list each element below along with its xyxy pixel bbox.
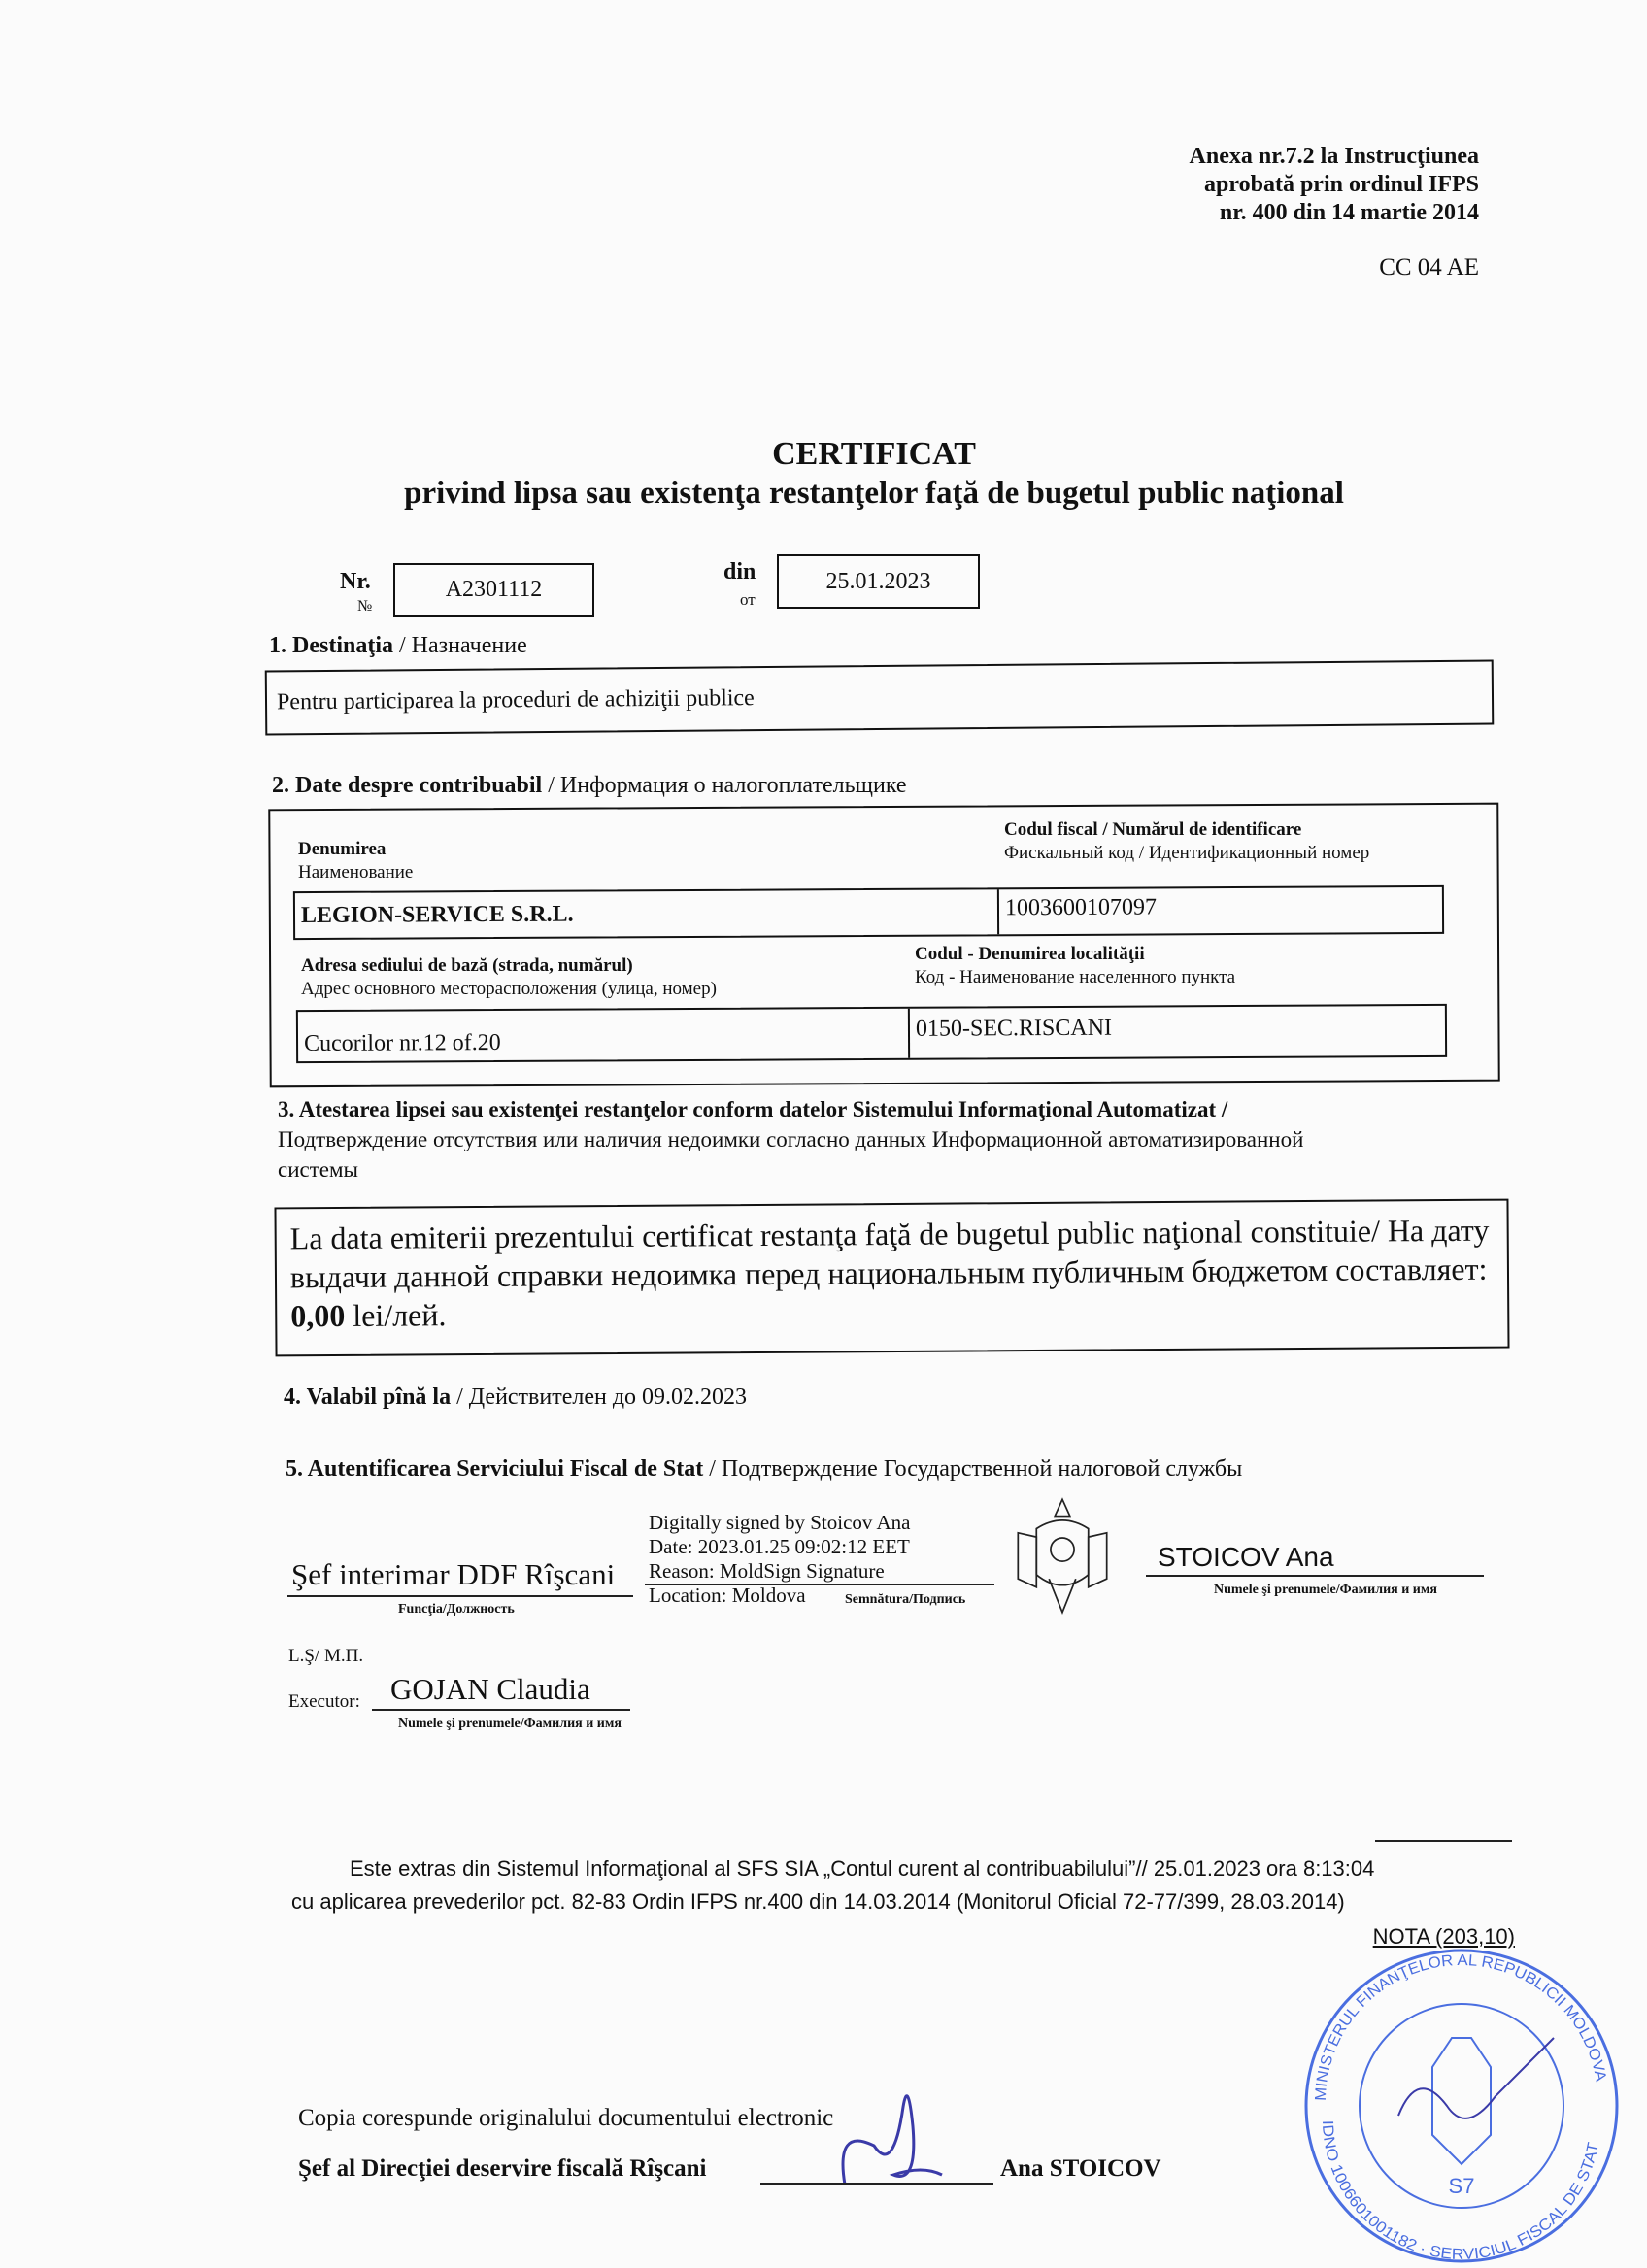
extract-line-2: cu aplicarea prevederilor pct. 82-83 Ordin IFPS nr.400 din 14.03.2014 (Monitorul Oficial 72-77/399, 28.03.2014) xyxy=(291,1889,1345,1914)
locality-label-ru: Код - Наименование населенного пункта xyxy=(915,967,1236,987)
locality-label: Codul - Denumirea localităţii xyxy=(915,944,1145,964)
extract-line-1: Este extras din Sistemul Informaţional al SFS SIA „Contul curent al contribuabilului”// 25.01.2023 ora 8:13:04 xyxy=(350,1856,1375,1881)
section1-title-ru: / Назначение xyxy=(393,633,527,658)
signature-line xyxy=(645,1584,994,1585)
arrears-statement xyxy=(274,1199,1509,1357)
code-label-ru: Фискальный код / Идентификационный номер xyxy=(1004,843,1370,863)
section5-title-ru: / Подтверждение Государственной налоговой службы xyxy=(703,1456,1243,1482)
number-label-ru: № xyxy=(357,598,373,615)
section3-title: 3. Atestarea lipsei sau existenţei restanţelor conform datelor Sistemului Informaţional Automatizat / xyxy=(278,1097,1228,1121)
section5-title xyxy=(286,1456,1242,1484)
signer-name: STOICOV Ana xyxy=(1158,1542,1334,1572)
executor-line xyxy=(372,1709,630,1711)
signer-name-line xyxy=(1146,1575,1484,1577)
annex-line-2: aprobată prin ordinul IFPS xyxy=(1204,172,1479,197)
certificate-number: A2301112 xyxy=(393,563,594,617)
certificate-date: 25.01.2023 xyxy=(777,554,980,609)
svg-text:MINISTERUL FINANŢELOR AL REPUB xyxy=(1313,1952,1609,2101)
address-label: Adresa sediului de bază (strada, numărul) xyxy=(301,955,633,976)
section4-title xyxy=(284,1384,747,1412)
section1-title-ro: 1. Destinaţia xyxy=(269,633,393,658)
digital-signed-by: Digitally signed by Stoicov Ana xyxy=(649,1511,911,1534)
stamp-text-bottom: IDNO 1006601001182 · SERVICIUL FISCAL DE STAT xyxy=(1318,2119,1602,2264)
section2-title-ru: / Информация о налогоплательщике xyxy=(542,773,907,798)
section1-title xyxy=(269,633,527,660)
section5-title-ro: 5. Autentificarea Serviciului Fiscal de Stat xyxy=(286,1456,704,1482)
nota: NOTA (203,10) xyxy=(1372,1924,1515,1949)
code-label: Codul fiscal / Numărul de identificare xyxy=(1004,819,1302,840)
address-row xyxy=(296,1004,1447,1063)
handwritten-signature xyxy=(835,2068,952,2194)
executor-label: Executor: xyxy=(288,1691,360,1712)
copy-statement: Copia corespunde originalului documentului electronic xyxy=(298,2105,834,2131)
section3-title-ru-1: Подтверждение отсутствия или наличия недоимки согласно данных Информационной автоматизированной xyxy=(278,1127,1304,1151)
official-stamp xyxy=(1301,1946,1622,2266)
executor-caption: Numele şi prenumele/Фамилия и имя xyxy=(398,1717,622,1731)
signature-caption: Semnătura/Подпись xyxy=(845,1592,966,1607)
taxpayer-name: LEGION-SERVICE S.R.L. xyxy=(300,901,574,929)
signer-name-caption: Numele şi prenumele/Фамилия и имя xyxy=(1214,1583,1437,1597)
digital-date: Date: 2023.01.25 09:02:12 EET xyxy=(649,1535,910,1558)
form-code: CC 04 AE xyxy=(1379,254,1479,281)
executor-name: GOJAN Claudia xyxy=(390,1672,590,1706)
amount-value: 0,00 xyxy=(290,1297,346,1334)
chief-label: Şef al Direcţiei deservire fiscală Rîşcani xyxy=(298,2155,707,2182)
arrears-text-2: выдачи данной справки недоимка перед национальным публичным бюджетом составляет: xyxy=(289,1251,1488,1295)
chief-name: Ana STOICOV xyxy=(1000,2155,1161,2182)
locality: 0150-SEC.RISCANI xyxy=(908,1008,1118,1058)
annex-line-1: Anexa nr.7.2 la Instrucţiunea xyxy=(1189,144,1479,169)
destination-field: Pentru participarea la proceduri de achiziţii publice xyxy=(265,659,1495,735)
valid-until-label: 4. Valabil pînă la xyxy=(284,1384,452,1410)
coat-of-arms-emblem xyxy=(1003,1495,1122,1617)
valid-until-value: / Действителен до 09.02.2023 xyxy=(451,1384,748,1410)
chief-signature-line xyxy=(760,2183,993,2185)
certificate-subtitle: privind lipsa sau existenţa restanţelor faţă de bugetul public naţional xyxy=(404,476,1344,511)
stamp-place-label: L.Ş/ М.П. xyxy=(288,1646,364,1666)
date-label-ru: от xyxy=(740,590,756,609)
certificate-title: CERTIFICAT xyxy=(772,436,976,472)
name-label-ru: Наименование xyxy=(298,862,414,883)
section3-title-ru-2: системы xyxy=(278,1157,358,1182)
taxpayer-address: Cucorilor nr.12 of.20 xyxy=(303,1029,501,1057)
footer-short-line xyxy=(1375,1840,1512,1842)
fiscal-code: 1003600107097 xyxy=(997,888,1162,934)
position-line xyxy=(287,1595,633,1597)
arrears-text-1: La data emiterii prezentului certificat restanţa faţă de bugetul public naţional constituie/ На дату xyxy=(289,1212,1490,1256)
amount-currency: lei/лей. xyxy=(345,1297,447,1333)
name-label: Denumirea xyxy=(298,839,387,859)
stamp-text-top: MINISTERUL FINANŢELOR AL REPUBLICII MOLDOVA xyxy=(1312,1951,1609,2102)
date-label: din xyxy=(723,559,756,584)
address-label-ru: Адрес основного месторасположения (улица, номер) xyxy=(301,979,717,999)
digital-reason: Reason: MoldSign Signature xyxy=(649,1559,885,1583)
position-title: Şef interimar DDF Rîşcani xyxy=(291,1557,616,1591)
position-caption: Funcţia/Должность xyxy=(398,1602,515,1617)
section2-title-ro: 2. Date despre contribuabil xyxy=(272,773,543,798)
annex-line-3: nr. 400 din 14 martie 2014 xyxy=(1219,200,1479,225)
digital-location: Location: Moldova xyxy=(649,1584,806,1607)
name-row xyxy=(293,885,1444,940)
number-label: Nr. xyxy=(340,569,371,594)
section2-title xyxy=(272,773,907,800)
stamp-code: S7 xyxy=(1448,2174,1475,2198)
